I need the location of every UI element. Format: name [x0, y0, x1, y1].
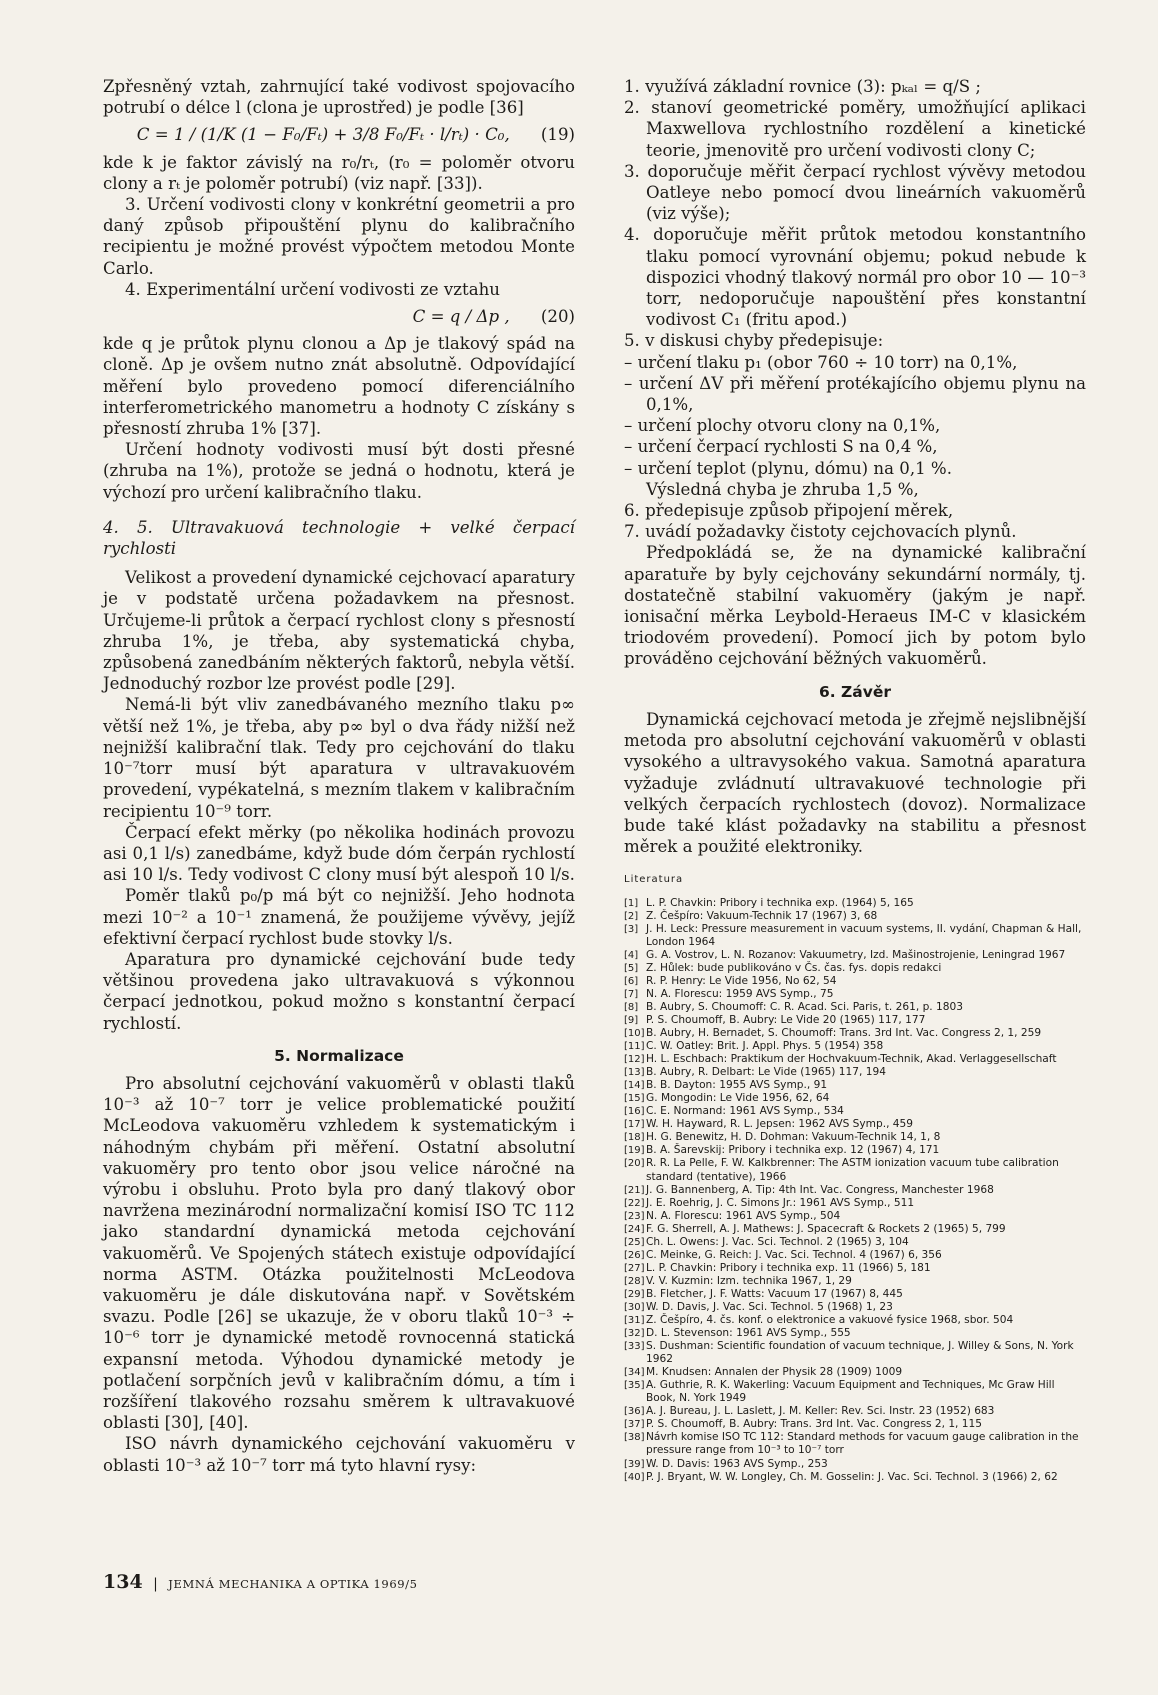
reference-number: [25]: [624, 1236, 645, 1248]
equation-19: [103, 124, 575, 145]
paragraph-secondary-standards: Předpokládá se, že na dynamické kalibrační aparatuře by byly cejchovány sekundární normály, tj. dostatečně stabilní vakuoměry (jakým je např. ionisační měrka Leybold-Heraeus IM-C v klasickém triodovém provedení). Pomocí jich by potom bylo prováděno cejchování běžných vakuoměrů.: [624, 543, 1086, 669]
list-item: 3. doporučuje měřit čerpací rychlost vývěvy metodou Oatleye nebo pomocí dvou lineárních vakuoměrů (viz výše);: [624, 161, 1086, 224]
iso-rules-list-tail: [624, 500, 1086, 542]
reference-number: [18]: [624, 1132, 645, 1144]
paragraph-pumping-effect: Čerpací efekt měrky (po několika hodinách provozu asi 0,1 l/s) zanedbáme, když bude dóm čerpán rychlostí asi 10 l/s. Tedy vodivost C clony musí být alespoň 10 l/s.: [103, 822, 575, 885]
reference-number: [19]: [624, 1145, 645, 1157]
reference-number: [3]: [624, 923, 639, 935]
reference-item: [624, 1105, 1086, 1118]
reference-item: [624, 1040, 1086, 1053]
reference-item: [624, 1366, 1086, 1379]
reference-number: [24]: [624, 1223, 645, 1235]
equation-19-expression: C = 1 / (1/K (1 − F₀/Fₜ) + 3/8 F₀/Fₜ · l/rₜ) · C₀,: [136, 125, 510, 145]
paragraph-conclusion: Dynamická cejchovací metoda je zřejmě nejslibnější metoda pro absolutní cejchování vakuoměrů v oblasti vysokého a ultravysokého vakua. Samotná aparatura vyžaduje zvládnutí ultravakuové technologie při velkých čerpacích rychlostech (dovoz). Normalizace bude také klást požadavky na stabilitu a přesnost měrek a použité elektroniky.: [624, 709, 1086, 857]
reference-number: [33]: [624, 1341, 645, 1353]
reference-number: [35]: [624, 1380, 645, 1392]
equation-19-explanation: kde k je faktor závislý na r₀/rₜ, (r₀ = poloměr otvoru clony a rₜ je poloměr potrubí) (viz např. [33]).: [103, 152, 575, 193]
paragraph-size: Velikost a provedení dynamické cejchovací aparatury je v podstatě určena požadavkem na přesnost. Určujeme-li průtok a čerpací rychlost clony s přesností zhruba 1%, je třeba, aby systematická chyba, způsobená zanedbáním některých faktorů, nebyla větší. Jednoduchý rozbor lze provést podle [29].: [103, 568, 575, 694]
error-item: – určení ΔV při měření protékajícího objemu plynu na 0,1%,: [624, 373, 1086, 415]
reference-item: [624, 1301, 1086, 1314]
reference-number: [29]: [624, 1288, 645, 1300]
equation-19-number: (19): [540, 125, 575, 145]
reference-text: W. D. Davis, J. Vac. Sci. Technol. 5 (1968) 1, 23: [646, 1300, 893, 1313]
result-line: Výsledná chyba je zhruba 1,5 %,: [646, 479, 919, 499]
reference-number: [23]: [624, 1210, 645, 1222]
reference-item: [624, 1197, 1086, 1210]
reference-item: [624, 1405, 1086, 1418]
reference-text: F. G. Sherrell, A. J. Mathews: J. Spacecraft & Rockets 2 (1965) 5, 799: [646, 1222, 1006, 1235]
reference-text: M. Knudsen: Annalen der Physik 28 (1909) 1009: [646, 1366, 903, 1379]
reference-item: [624, 1027, 1086, 1040]
reference-item: [624, 949, 1086, 962]
reference-number: [9]: [624, 1014, 639, 1026]
reference-number: [1]: [624, 897, 639, 909]
reference-text: W. H. Hayward, R. L. Jepsen: 1962 AVS Symp., 459: [646, 1118, 914, 1131]
reference-text: P. S. Choumoff, B. Aubry: Le Vide 20 (1965) 117, 177: [646, 1013, 926, 1026]
reference-item: [624, 1379, 1086, 1405]
reference-item: [624, 1340, 1086, 1366]
list-item: 2. stanoví geometrické poměry, umožňující aplikaci Maxwellova rychlostního rozdělení a kinetické teorie, jmenovitě pro určení vodivosti clony C;: [624, 98, 1086, 160]
reference-item: [624, 1327, 1086, 1340]
equation-20-number: (20): [540, 307, 575, 327]
reference-number: [11]: [624, 1041, 645, 1053]
list-item: 6. předepisuje způsob připojení měrek,: [624, 501, 954, 521]
paragraph-iso-proposal: ISO návrh dynamického cejchování vakuoměru v oblasti 10⁻³ až 10⁻⁷ torr má tyto hlavní rysy:: [103, 1434, 575, 1475]
reference-text: N. A. Florescu: 1961 AVS Symp., 504: [646, 1209, 841, 1222]
reference-item: [624, 975, 1086, 988]
reference-number: [39]: [624, 1458, 645, 1470]
reference-number: [28]: [624, 1275, 645, 1287]
reference-text: Z. Hůlek: bude publikováno v Čs. čas. fys. dopis redakci: [646, 961, 942, 974]
reference-number: [6]: [624, 975, 639, 987]
list-item: 1. využívá základní rovnice (3): pₖₐₗ = q/S ;: [624, 77, 981, 96]
reference-number: [14]: [624, 1080, 645, 1092]
reference-text: R. P. Henry: Le Vide 1956, No 62, 54: [646, 974, 837, 987]
reference-text: Z. Češpíro, 4. čs. konf. o elektronice a vakuové fysice 1968, sbor. 504: [646, 1314, 1014, 1327]
reference-item: [624, 1471, 1086, 1484]
reference-text: L. P. Chavkin: Pribory i technika exp. (1964) 5, 165: [646, 896, 914, 909]
reference-number: [4]: [624, 949, 639, 961]
reference-number: [36]: [624, 1406, 645, 1418]
reference-text: B. Aubry, R. Delbart: Le Vide (1965) 117, 194: [646, 1066, 886, 1079]
page-number: 134: [103, 1571, 143, 1593]
reference-text: C. E. Normand: 1961 AVS Symp., 534: [646, 1105, 844, 1118]
reference-number: [37]: [624, 1419, 645, 1431]
reference-text: J. E. Roehrig, J. C. Simons Jr.: 1961 AVS Symp., 511: [646, 1196, 915, 1209]
reference-text: J. H. Leck: Pressure measurement in vacuum systems, II. vydání, Chapman & Hall, London 1964: [646, 922, 1082, 948]
reference-number: [40]: [624, 1471, 645, 1483]
reference-text: A. J. Bureau, J. L. Laslett, J. M. Keller: Rev. Sci. Instr. 23 (1952) 683: [646, 1405, 995, 1418]
reference-number: [7]: [624, 988, 639, 1000]
reference-number: [34]: [624, 1367, 645, 1379]
left-column: [103, 76, 575, 1476]
reference-item: [624, 1418, 1086, 1431]
reference-text: J. G. Bannenberg, A. Tip: 4th Int. Vac. Congress, Manchester 1968: [646, 1183, 994, 1196]
paragraph-normalization: Pro absolutní cejchování vakuoměrů v oblasti tlaků 10⁻³ až 10⁻⁷ torr je velice problematické použití McLeodova vakuoměru vzhledem k systematickým i náhodným chybám při měření. Ostatní absolutní vakuoměry pro tento obor jsou velice náročné na výrobu i obsluhu. Proto byla pro daný tlakový obor navržena mezinárodní normalizační komisí ISO TC 112 jako standardní dynamická metoda cejchování vakuoměrů. Ve Spojených státech existuje odpovídající norma ASTM. Otázka použitelnosti McLeodova vakuoměru je dále diskutována např. v Sovětském svazu. Podle [26] se ukazuje, že v oboru tlaků 10⁻³ ÷ 10⁻⁶ torr je dynamické metodě rovnocenná statická expansní metoda. Výhodou dynamické metody je potlačení sorpčních jevů v kalibračním dómu, a tím i rozšíření tlakového rozsahu směrem k ultravakuové oblasti [30], [40].: [103, 1073, 575, 1433]
journal-name: JEMNÁ MECHANIKA A OPTIKA 1969/5: [168, 1577, 418, 1591]
reference-item: [624, 1458, 1086, 1471]
reference-item: [624, 1157, 1086, 1183]
iso-rules-list: [624, 76, 1086, 352]
reference-item: [624, 1079, 1086, 1092]
reference-item: [624, 1053, 1086, 1066]
reference-item: [624, 1131, 1086, 1144]
reference-item: [624, 1236, 1086, 1249]
reference-text: C. Meinke, G. Reich: J. Vac. Sci. Technol. 4 (1967) 6, 356: [646, 1248, 942, 1261]
reference-number: [17]: [624, 1119, 645, 1131]
reference-item: [624, 1210, 1086, 1223]
reference-number: [22]: [624, 1197, 645, 1209]
equation-20: [103, 306, 575, 327]
reference-number: [20]: [624, 1158, 645, 1170]
reference-text: Návrh komise ISO TC 112: Standard methods for vacuum gauge calibration in the pressure range from 10⁻³ to 10⁻⁷ torr: [646, 1431, 1079, 1457]
reference-item: [624, 1288, 1086, 1301]
item-3-paragraph: 3. Určení vodivosti clony v konkrétní geometrii a pro daný způsob připouštění plynu do kalibračního recipientu je možné provést výpočtem metodou Monte Carlo.: [103, 195, 575, 278]
reference-text: B. A. Šarevskij: Pribory i technika exp. 12 (1967) 4, 171: [646, 1144, 940, 1157]
error-item: – určení teplot (plynu, dómu) na 0,1 %.: [624, 458, 952, 478]
reference-item: [624, 1431, 1086, 1457]
equation-20-explanation: kde q je průtok plynu clonou a Δp je tlakový spád na cloně. Δp je ovšem nutno znát absolutně. Odpovídající měření bylo provedeno pomocí diferenciálního interferometrického manometru a hodnoty C získány s přesností zhruba 1% [37].: [103, 334, 575, 439]
reference-text: G. Mongodin: Le Vide 1956, 62, 64: [646, 1092, 830, 1105]
reference-number: [26]: [624, 1249, 645, 1261]
reference-item: [624, 988, 1086, 1001]
error-item: – určení plochy otvoru clony na 0,1%,: [624, 416, 941, 436]
reference-item: [624, 1144, 1086, 1157]
reference-text: C. W. Oatley: Brit. J. Appl. Phys. 5 (1954) 358: [646, 1040, 884, 1053]
intro-paragraph: Zpřesněný vztah, zahrnující také vodivost spojovacího potrubí o délce l (clona je uprostřed) je podle [36]: [103, 77, 575, 118]
reference-number: [30]: [624, 1301, 645, 1313]
list-item: 7. uvádí požadavky čistoty cejchovacích plynů.: [624, 522, 1017, 542]
reference-number: [38]: [624, 1432, 645, 1444]
reference-text: P. J. Bryant, W. W. Longley, Ch. M. Gosselin: J. Vac. Sci. Technol. 3 (1966) 2, 62: [646, 1470, 1058, 1483]
reference-text: B. Aubry, S. Choumoff: C. R. Acad. Sci. Paris, t. 261, p. 1803: [646, 1000, 963, 1013]
reference-number: [5]: [624, 962, 639, 974]
reference-number: [2]: [624, 910, 639, 922]
conductance-paragraph: Určení hodnoty vodivosti musí být dosti přesné (zhruba na 1%), protože se jedná o hodnotu, která je výchozí pro určení kalibračního tlaku.: [103, 440, 575, 502]
reference-text: W. D. Davis: 1963 AVS Symp., 253: [646, 1457, 828, 1470]
page-footer: [103, 1571, 418, 1593]
reference-text: H. L. Eschbach: Praktikum der Hochvakuum-Technik, Akad. Verlaggesellschaft: [646, 1053, 1057, 1066]
reference-item: [624, 1262, 1086, 1275]
reference-item: [624, 1001, 1086, 1014]
reference-number: [31]: [624, 1315, 645, 1327]
reference-item: [624, 897, 1086, 910]
reference-text: Z. Češpíro: Vakuum-Technik 17 (1967) 3, 68: [646, 909, 878, 922]
reference-item: [624, 962, 1086, 975]
reference-item: [624, 1249, 1086, 1262]
reference-text: B. Aubry, H. Bernadet, S. Choumoff: Trans. 3rd Int. Vac. Congress 2, 1, 259: [646, 1026, 1042, 1039]
section-6-title: 6. Závěr: [818, 682, 892, 701]
paragraph-pressure-ratio: Poměr tlaků p₀/p má být co nejnižší. Jeho hodnota mezi 10⁻² a 10⁻¹ znamená, že použijeme vývěvy, jejíž efektivní čerpací rychlost bude stovky l/s.: [103, 886, 575, 948]
reference-number: [10]: [624, 1027, 645, 1039]
literature-heading: Literatura: [624, 874, 684, 886]
reference-text: Ch. L. Owens: J. Vac. Sci. Technol. 2 (1965) 3, 104: [646, 1235, 909, 1248]
reference-text: S. Dushman: Scientific foundation of vacuum technique, J. Willey & Sons, N. York 1962: [646, 1340, 1074, 1366]
reference-item: [624, 1014, 1086, 1027]
equation-20-expression: C = q / Δp ,: [412, 307, 510, 327]
error-item: – určení čerpací rychlosti S na 0,4 %,: [624, 437, 938, 457]
reference-number: [21]: [624, 1184, 645, 1196]
list-item: 4. doporučuje měřit průtok metodou konstantního tlaku pomocí vyrovnání objemu; pokud nebude k dispozici vhodný tlakový normál pro obor 10 — 10⁻³ torr, nedoporučuje napouštění přes konstantní vodivost C₁ (fritu apod.): [624, 225, 1086, 330]
reference-text: G. A. Vostrov, L. N. Rozanov: Vakuumetry, Izd. Mašinostrojenie, Leningrad 1967: [646, 948, 1066, 961]
reference-item: [624, 910, 1086, 923]
reference-text: N. A. Florescu: 1959 AVS Symp., 75: [646, 987, 834, 1000]
right-column: [624, 76, 1086, 1484]
section-4-5-heading: 4. 5. Ultravakuová technologie + velké čerpací rychlosti: [103, 517, 575, 559]
reference-item: [624, 1184, 1086, 1197]
reference-text: D. L. Stevenson: 1961 AVS Symp., 555: [646, 1327, 851, 1340]
error-item: – určení tlaku p₁ (obor 760 ÷ 10 torr) na 0,1%,: [624, 352, 1018, 372]
reference-text: R. R. La Pelle, F. W. Kalkbrenner: The ASTM ionization vacuum tube calibration standard (tentative), 1966: [646, 1157, 1059, 1183]
reference-list: [624, 897, 1086, 1484]
reference-item: [624, 1092, 1086, 1105]
reference-item: [624, 1118, 1086, 1131]
reference-item: [624, 923, 1086, 949]
paragraph-limit-pressure: Nemá-li být vliv zanedbávaného mezního tlaku p∞ větší než 1%, je třeba, aby p∞ byl o dva řády nižší než nejnižší kalibrační tlak. Tedy pro cejchování do tlaku 10⁻⁷torr musí být aparatura v ultravakuovém provedení, vypékatelná, s mezním tlakem v kalibračním recipientu 10⁻⁹ torr.: [103, 695, 575, 821]
reference-text: B. Fletcher, J. F. Watts: Vacuum 17 (1967) 8, 445: [646, 1287, 903, 1300]
reference-number: [12]: [624, 1054, 645, 1066]
reference-item: [624, 1066, 1086, 1079]
paragraph-apparatus: Aparatura pro dynamické cejchování bude tedy většinou provedena jako ultravakuová s výkonnou čerpací jednotkou, pokud možno s konstantní čerpací rychlostí.: [103, 949, 575, 1033]
reference-number: [32]: [624, 1328, 645, 1340]
reference-item: [624, 1275, 1086, 1288]
reference-item: [624, 1223, 1086, 1236]
reference-text: A. Guthrie, R. K. Wakerling: Vacuum Equipment and Techniques, Mc Graw Hill Book, N. York 1949: [646, 1379, 1055, 1405]
reference-text: L. P. Chavkin: Pribory i technika exp. 11 (1966) 5, 181: [646, 1261, 931, 1274]
reference-text: P. S. Choumoff, B. Aubry: Trans. 3rd Int. Vac. Congress 2, 1, 115: [646, 1418, 983, 1431]
reference-number: [27]: [624, 1262, 645, 1274]
reference-number: [16]: [624, 1106, 645, 1118]
reference-number: [13]: [624, 1067, 645, 1079]
reference-text: H. G. Benewitz, H. D. Dohman: Vakuum-Technik 14, 1, 8: [646, 1131, 941, 1144]
reference-item: [624, 1314, 1086, 1327]
section-5-title: 5. Normalizace: [274, 1046, 404, 1065]
reference-number: [15]: [624, 1093, 645, 1105]
reference-text: B. B. Dayton: 1955 AVS Symp., 91: [646, 1079, 828, 1092]
item-4-paragraph: 4. Experimentální určení vodivosti ze vztahu: [125, 279, 500, 299]
reference-text: V. V. Kuzmin: Izm. technika 1967, 1, 29: [646, 1274, 852, 1287]
list-item: 5. v diskusi chyby předepisuje:: [624, 331, 884, 351]
reference-number: [8]: [624, 1001, 639, 1013]
footer-separator: |: [153, 1576, 158, 1592]
